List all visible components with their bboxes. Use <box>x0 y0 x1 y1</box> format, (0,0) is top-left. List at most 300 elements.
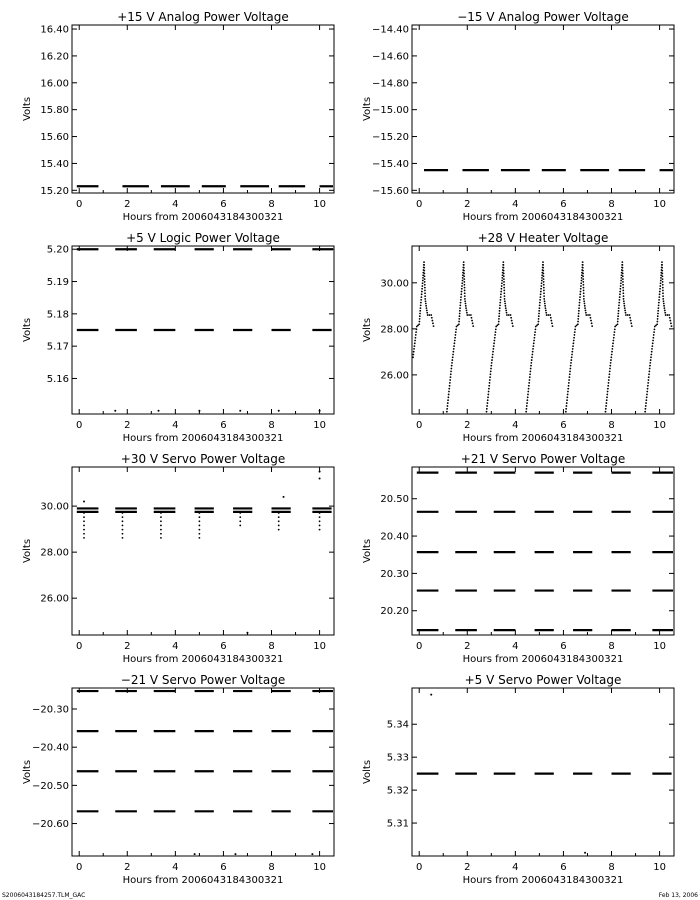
data-point <box>160 529 162 531</box>
data-point <box>543 290 545 292</box>
x-tick-label: 8 <box>268 199 275 210</box>
data-point <box>619 299 621 301</box>
data-point <box>454 342 456 344</box>
data-point <box>583 298 585 300</box>
x-tick-label: 8 <box>268 862 275 873</box>
data-point <box>622 284 624 286</box>
data-point <box>543 275 545 277</box>
data-point <box>577 323 579 325</box>
x-axis-label: Hours from 2006043184300321 <box>462 654 624 665</box>
data-point <box>447 396 449 398</box>
data-point <box>574 331 576 333</box>
data-point <box>548 314 550 316</box>
data-point <box>464 290 466 292</box>
data-point <box>500 291 502 293</box>
data-point <box>609 371 611 373</box>
data-point <box>624 305 626 307</box>
data-point <box>319 516 321 518</box>
data-point <box>544 305 546 307</box>
data-point <box>490 373 492 375</box>
data-point <box>449 379 451 381</box>
data-point <box>648 371 650 373</box>
data-point <box>541 277 543 279</box>
data-point <box>122 529 124 531</box>
data-point <box>319 478 321 480</box>
plot-frame <box>412 688 674 856</box>
data-point <box>566 396 568 398</box>
data-point <box>661 270 663 272</box>
data-point <box>493 345 495 347</box>
data-point <box>462 280 464 282</box>
data-point <box>160 537 162 539</box>
data-point <box>591 322 593 324</box>
data-point <box>663 300 665 302</box>
data-point <box>670 322 672 324</box>
data-point <box>427 314 429 316</box>
data-point <box>579 302 581 304</box>
data-point <box>504 300 506 302</box>
data-point <box>535 328 537 330</box>
data-point <box>413 348 415 350</box>
data-point <box>531 356 533 358</box>
data-point <box>426 310 428 312</box>
x-tick-label: 6 <box>560 420 567 431</box>
data-point <box>550 320 552 322</box>
data-point <box>570 359 572 361</box>
data-point <box>492 351 494 353</box>
y-axis-label: Volts <box>362 96 373 122</box>
data-point <box>464 292 466 294</box>
data-point <box>664 310 666 312</box>
data-point <box>414 340 416 342</box>
data-point <box>620 280 622 282</box>
y-axis-label: Volts <box>22 317 33 343</box>
data-point <box>584 307 586 309</box>
data-point <box>465 305 467 307</box>
x-tick-label: 10 <box>313 862 326 873</box>
data-point <box>498 321 500 323</box>
data-point <box>198 410 200 412</box>
data-point <box>540 293 542 295</box>
x-axis-label: Hours from 2006043184300321 <box>462 212 624 223</box>
x-tick-label: 0 <box>416 199 423 210</box>
data-point <box>239 512 241 514</box>
data-point <box>160 516 162 518</box>
data-point <box>451 359 453 361</box>
data-point <box>619 288 621 290</box>
data-point <box>420 302 422 304</box>
data-point <box>541 282 543 284</box>
data-point <box>503 267 505 269</box>
x-tick-label: 10 <box>653 641 666 652</box>
data-point <box>654 328 656 330</box>
data-point <box>463 267 465 269</box>
data-point <box>499 307 501 309</box>
y-tick-label: −15.40 <box>371 158 409 170</box>
x-tick-label: 6 <box>220 199 227 210</box>
data-point <box>463 281 465 283</box>
chart-title: +21 V Servo Power Voltage <box>460 452 626 466</box>
data-point <box>669 320 671 322</box>
data-point <box>508 314 510 316</box>
data-point <box>423 261 425 263</box>
data-point <box>486 405 488 407</box>
data-point <box>503 287 505 289</box>
y-tick-label: 15.60 <box>40 132 69 144</box>
data-point <box>657 310 659 312</box>
chart-panel-6 <box>362 452 674 665</box>
data-point <box>528 385 530 387</box>
y-tick-label: 15.40 <box>40 158 69 170</box>
data-point <box>625 312 627 314</box>
y-tick-label: −14.40 <box>371 24 409 36</box>
data-point <box>625 314 627 316</box>
data-point <box>459 315 461 317</box>
data-point <box>531 359 533 361</box>
data-point <box>622 270 624 272</box>
x-tick-label: 6 <box>220 862 227 873</box>
data-point <box>460 293 462 295</box>
data-point <box>424 278 426 280</box>
data-point <box>662 292 664 294</box>
y-tick-label: 26.00 <box>380 370 409 382</box>
data-point <box>649 368 651 370</box>
data-point <box>570 365 572 367</box>
data-point <box>645 399 647 401</box>
y-tick-label: 5.33 <box>386 752 409 764</box>
data-point <box>662 275 664 277</box>
y-axis-label: Volts <box>22 538 33 564</box>
y-tick-label: −20.40 <box>31 742 69 754</box>
data-point <box>578 307 580 309</box>
data-point <box>532 351 534 353</box>
data-point <box>660 280 662 282</box>
data-point <box>662 284 664 286</box>
x-axis-label: Hours from 2006043184300321 <box>122 654 284 665</box>
data-point <box>647 385 649 387</box>
data-point <box>431 317 433 319</box>
data-point <box>591 325 593 327</box>
x-tick-label: 2 <box>124 199 131 210</box>
data-point <box>577 318 579 320</box>
data-point <box>614 331 616 333</box>
data-point <box>453 345 455 347</box>
data-point <box>487 396 489 398</box>
data-point <box>571 354 573 356</box>
chart-title: −15 V Analog Power Voltage <box>457 10 629 24</box>
data-point <box>526 399 528 401</box>
data-point <box>489 382 491 384</box>
data-point <box>630 320 632 322</box>
x-tick-label: 2 <box>124 862 131 873</box>
x-tick-label: 6 <box>560 862 567 873</box>
data-point <box>501 277 503 279</box>
data-point <box>463 273 465 275</box>
data-point <box>538 313 540 315</box>
data-point <box>422 277 424 279</box>
data-point <box>651 351 653 353</box>
data-point <box>122 533 124 535</box>
data-point <box>578 304 580 306</box>
data-point <box>583 295 585 297</box>
data-point <box>565 408 567 410</box>
data-point <box>421 285 423 287</box>
data-point <box>432 322 434 324</box>
data-point <box>542 273 544 275</box>
chart-panel-8 <box>362 673 674 886</box>
footer-filename: S2006043184257.TLM_GAC <box>2 892 86 899</box>
data-point <box>620 277 622 279</box>
data-point <box>499 310 501 312</box>
data-point <box>568 379 570 381</box>
data-point <box>503 275 505 277</box>
data-point <box>534 337 536 339</box>
y-tick-label: 16.40 <box>40 24 69 36</box>
data-point <box>658 299 660 301</box>
data-point <box>627 314 629 316</box>
data-point <box>585 312 587 314</box>
data-point <box>450 373 452 375</box>
data-point <box>198 516 200 518</box>
data-point <box>613 337 615 339</box>
data-point <box>319 471 321 473</box>
data-point <box>659 285 661 287</box>
data-point <box>533 342 535 344</box>
x-tick-label: 6 <box>220 641 227 652</box>
data-point <box>494 340 496 342</box>
data-point <box>582 261 584 263</box>
data-point <box>619 296 621 298</box>
data-point <box>452 354 454 356</box>
data-point <box>239 410 241 412</box>
y-tick-label: 15.20 <box>40 185 69 197</box>
data-point <box>532 345 534 347</box>
data-point <box>490 371 492 373</box>
data-point <box>83 537 85 539</box>
data-point <box>582 270 584 272</box>
data-point <box>530 368 532 370</box>
data-point <box>492 348 494 350</box>
data-point <box>198 529 200 531</box>
x-tick-label: 0 <box>416 420 423 431</box>
data-point <box>538 318 540 320</box>
data-point <box>472 322 474 324</box>
data-point <box>239 516 241 518</box>
data-point <box>622 292 624 294</box>
data-point <box>610 362 612 364</box>
data-point <box>425 300 427 302</box>
data-point <box>585 310 587 312</box>
data-point <box>666 314 668 316</box>
data-point <box>491 359 493 361</box>
data-point <box>581 280 583 282</box>
data-point <box>319 529 321 531</box>
data-point <box>529 379 531 381</box>
y-tick-label: −20.60 <box>31 819 69 831</box>
data-point <box>419 315 421 317</box>
data-point <box>590 317 592 319</box>
data-point <box>656 323 658 325</box>
data-point <box>503 290 505 292</box>
data-point <box>424 281 426 283</box>
data-point <box>423 264 425 266</box>
y-tick-label: 15.80 <box>40 105 69 117</box>
data-point <box>622 281 624 283</box>
data-point <box>583 292 585 294</box>
data-point <box>452 356 454 358</box>
data-point <box>665 314 667 316</box>
data-point <box>504 295 506 297</box>
data-point <box>463 270 465 272</box>
data-point <box>618 307 620 309</box>
data-point <box>652 342 654 344</box>
data-point <box>582 264 584 266</box>
chart-panel-7 <box>22 673 334 886</box>
data-point <box>630 322 632 324</box>
data-point <box>572 342 574 344</box>
y-tick-label: −15.60 <box>371 185 409 197</box>
chart-panel-2 <box>362 10 674 223</box>
data-point <box>500 293 502 295</box>
data-point <box>659 291 661 293</box>
x-tick-label: 2 <box>464 641 471 652</box>
data-point <box>414 342 416 344</box>
data-point <box>631 325 633 327</box>
data-point <box>429 314 431 316</box>
x-tick-label: 0 <box>76 641 83 652</box>
data-point <box>499 302 501 304</box>
data-point <box>471 320 473 322</box>
data-point <box>651 345 653 347</box>
data-point <box>617 321 619 323</box>
data-point <box>623 303 625 305</box>
plot-frame <box>412 467 674 635</box>
data-point <box>617 323 619 325</box>
data-point <box>450 368 452 370</box>
data-point <box>579 296 581 298</box>
y-tick-label: −20.30 <box>31 704 69 716</box>
data-point <box>543 298 545 300</box>
data-point <box>319 520 321 522</box>
data-point <box>661 273 663 275</box>
data-point <box>494 334 496 336</box>
data-point <box>505 310 507 312</box>
data-point <box>488 385 490 387</box>
data-point <box>426 307 428 309</box>
data-point <box>649 362 651 364</box>
data-point <box>423 273 425 275</box>
data-point <box>607 385 609 387</box>
data-point <box>541 280 543 282</box>
chart-title: −21 V Servo Power Voltage <box>120 673 286 687</box>
data-point <box>198 533 200 535</box>
data-point <box>447 405 449 407</box>
data-point <box>486 408 488 410</box>
data-point <box>542 264 544 266</box>
data-point <box>538 310 540 312</box>
data-point <box>489 376 491 378</box>
data-point <box>623 295 625 297</box>
data-point <box>501 288 503 290</box>
data-point <box>663 305 665 307</box>
data-point <box>624 310 626 312</box>
data-point <box>506 312 508 314</box>
data-point <box>424 292 426 294</box>
data-point <box>505 305 507 307</box>
data-point <box>581 277 583 279</box>
data-point <box>574 334 576 336</box>
x-tick-label: 6 <box>560 641 567 652</box>
data-point <box>622 287 624 289</box>
data-point <box>419 313 421 315</box>
data-point <box>278 410 280 412</box>
data-point <box>466 312 468 314</box>
x-tick-label: 4 <box>172 420 179 431</box>
data-point <box>539 302 541 304</box>
data-point <box>539 304 541 306</box>
data-point <box>464 295 466 297</box>
data-point <box>534 334 536 336</box>
data-point <box>450 376 452 378</box>
x-tick-label: 8 <box>608 641 615 652</box>
data-point <box>539 296 541 298</box>
y-tick-label: 5.19 <box>46 277 69 289</box>
data-point <box>419 318 421 320</box>
x-tick-label: 8 <box>268 420 275 431</box>
data-point <box>662 295 664 297</box>
data-point <box>527 396 529 398</box>
data-point <box>622 290 624 292</box>
data-point <box>582 278 584 280</box>
data-point <box>462 277 464 279</box>
data-point <box>617 315 619 317</box>
data-point <box>83 525 85 527</box>
data-point <box>650 356 652 358</box>
data-point <box>645 405 647 407</box>
data-point <box>465 307 467 309</box>
data-point <box>539 299 541 301</box>
data-point <box>662 278 664 280</box>
x-tick-label: 6 <box>560 199 567 210</box>
chart-panel-1 <box>22 10 334 223</box>
data-point <box>662 290 664 292</box>
data-point <box>198 537 200 539</box>
data-point <box>584 852 586 854</box>
data-point <box>487 394 489 396</box>
data-point <box>568 385 570 387</box>
data-point <box>569 368 571 370</box>
data-point <box>662 298 664 300</box>
data-point <box>239 520 241 522</box>
data-point <box>493 342 495 344</box>
data-point <box>425 305 427 307</box>
x-tick-label: 6 <box>220 420 227 431</box>
data-point <box>451 362 453 364</box>
data-point <box>614 328 616 330</box>
data-point <box>451 365 453 367</box>
data-point <box>646 394 648 396</box>
data-point <box>423 267 425 269</box>
data-point <box>544 303 546 305</box>
x-tick-label: 10 <box>313 199 326 210</box>
data-point <box>582 273 584 275</box>
data-point <box>459 307 461 309</box>
data-point <box>618 302 620 304</box>
data-point <box>430 694 432 696</box>
data-point <box>319 512 321 514</box>
x-axis-label: Hours from 2006043184300321 <box>122 875 284 886</box>
data-point <box>459 304 461 306</box>
